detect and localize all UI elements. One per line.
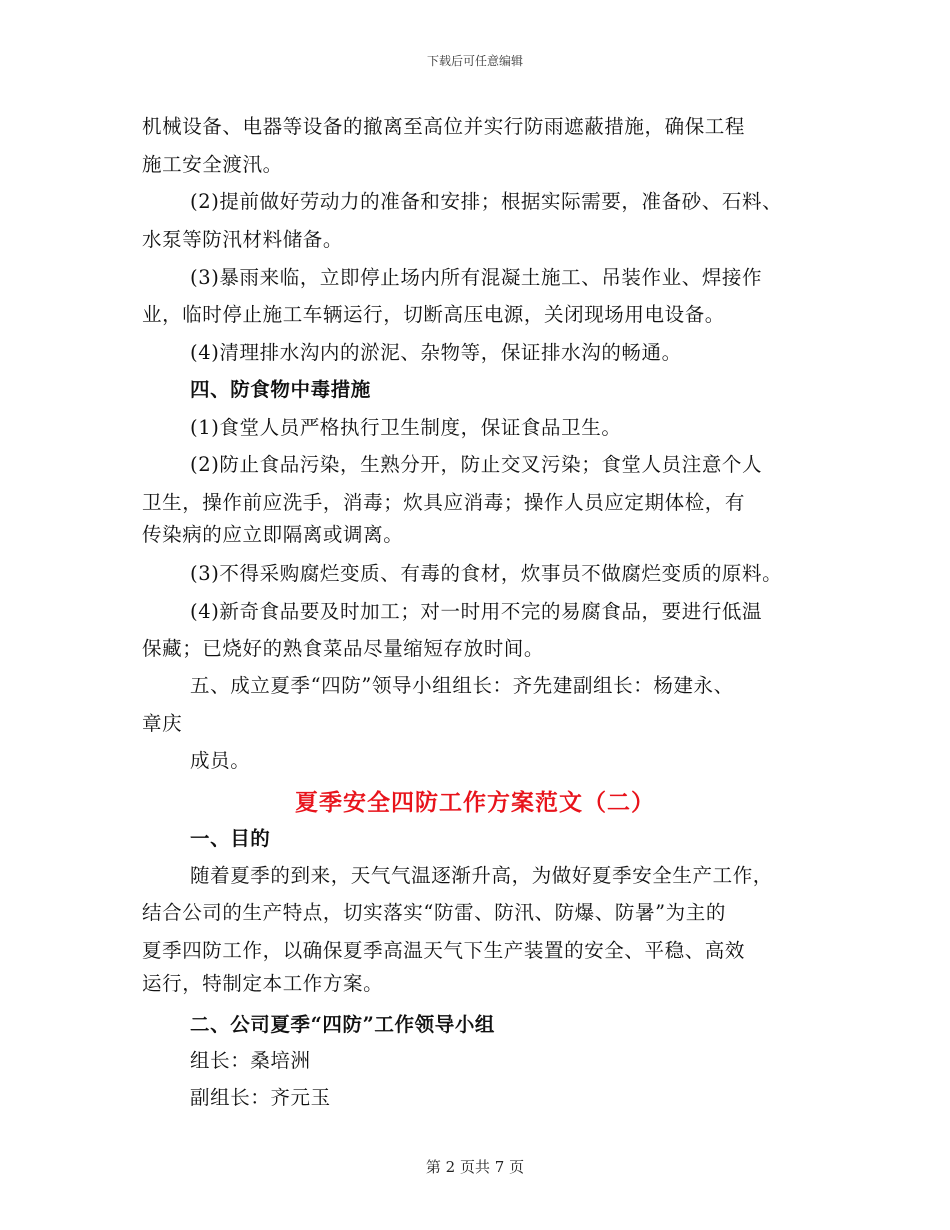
text-line: 保藏；已烧好的熟食菜品尽量缩短存放时间。 [142, 637, 545, 660]
text-line: 运行，特制定本工作方案。 [142, 972, 384, 995]
page-header: 下载后可任意编辑 [426, 54, 523, 68]
text-line: 传染病的应立即隔离或调离。 [142, 523, 404, 546]
text-line: 夏季四防工作，以确保夏季高温天气下生产装置的安全、平稳、高效 [142, 939, 746, 962]
text-line: (2)提前做好劳动力的准备和安排；根据实际需要，准备砂、石料、 [190, 190, 783, 213]
text-line: 副组长：齐元玉 [190, 1086, 331, 1109]
text-line: (3)暴雨来临，立即停止场内所有混凝土施工、吊装作业、焊接作 [190, 266, 763, 289]
text-line: 机械设备、电器等设备的撤离至高位并实行防雨遮蔽措施，确保工程 [142, 115, 746, 138]
page-footer: 第 2 页共 7 页 [425, 1158, 525, 1176]
text-line: 五、成立夏季“四防”领导小组组长：齐先建副组长：杨建永、 [190, 674, 734, 697]
text-line: (3)不得采购腐烂变质、有毒的食材，炊事员不做腐烂变质的原料。 [190, 562, 783, 585]
text-line: 卫生，操作前应洗手，消毒；炊具应消毒；操作人员应定期体检，有 [142, 491, 746, 514]
section-heading: 一、目的 [190, 827, 271, 850]
text-line: 水泵等防汛材料储备。 [142, 228, 344, 251]
text-line: 业，临时停止施工车辆运行，切断高压电源，关闭现场用电设备。 [142, 303, 725, 326]
text-line: (4)新奇食品要及时加工；对一时用不完的易腐食品，要进行低温 [190, 600, 763, 623]
text-line: 施工安全渡汛。 [142, 153, 283, 176]
text-line: (2)防止食品污染，生熟分开，防止交叉污染；食堂人员注意个人 [190, 453, 763, 476]
text-line: 章庆 [142, 712, 183, 735]
text-line: 随着夏季的到来，天气气温逐渐升高，为做好夏季安全生产工作， [190, 864, 773, 887]
text-line: (4)清理排水沟内的淤泥、杂物等，保证排水沟的畅通。 [190, 341, 682, 364]
document-title: 夏季安全四防工作方案范文（二） [295, 790, 655, 816]
section-heading: 二、公司夏季“四防”工作领导小组 [190, 1013, 496, 1036]
text-line: 结合公司的生产特点，切实落实“防雷、防汛、防爆、防暑”为主的 [142, 901, 726, 924]
text-line: 成员。 [190, 749, 251, 772]
text-line: (1)食堂人员严格执行卫生制度，保证食品卫生。 [190, 416, 622, 439]
text-line: 组长：桑培洲 [190, 1049, 311, 1072]
section-heading: 四、防食物中毒措施 [190, 378, 371, 401]
